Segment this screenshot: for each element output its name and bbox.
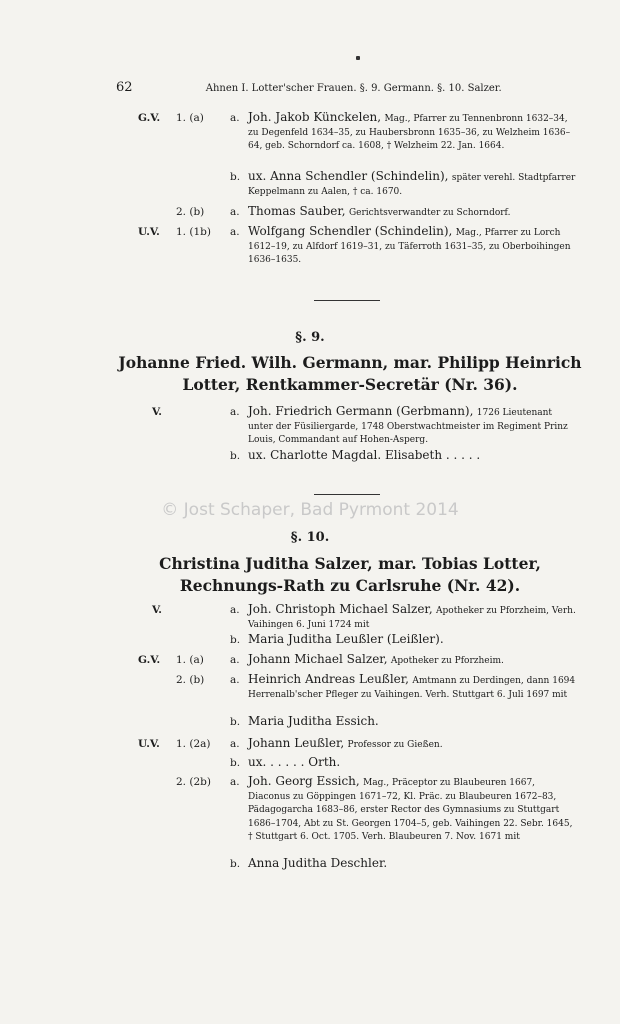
entry-number: 1. (2a) [176, 738, 211, 750]
generation-label: V. [152, 604, 162, 616]
generation-label: V. [152, 406, 162, 418]
page-header [116, 80, 586, 95]
person-details: Gerichtsverwandter zu Schorndorf. [348, 208, 511, 218]
person-details: Mag., Pfarrer zu Lorch 1612–19, zu Alfdorf 1619–31, zu Täferroth 1631–35, zu Oberboihingen 1636–1635. [248, 228, 571, 265]
genealogy-entry [248, 673, 578, 701]
entry-number: 1. (a) [176, 654, 204, 666]
section-title: Christina Juditha Salzer, mar. Tobias Lotter, Rechnungs-Rath zu Carlsruhe (Nr. 42). [159, 554, 541, 595]
entry-letter: b. [230, 450, 241, 462]
person-details: Professor zu Gießen. [347, 740, 443, 750]
genealogy-entry [248, 715, 578, 729]
entry-letter: a. [230, 604, 240, 616]
person-name: ux. Anna Schendler (Schindelin), [248, 169, 449, 183]
person-name: ux. . . . . . Orth. [248, 755, 341, 769]
person-name: Johann Leußler, [248, 736, 345, 750]
entry-letter: a. [230, 112, 240, 124]
section-title: Johanne Fried. Wilh. Germann, mar. Philipp Heinrich Lotter, Rentkammer-Secretär (Nr. 36). [118, 353, 582, 394]
genealogy-entry [248, 633, 578, 647]
person-name: Wolfgang Schendler (Schindelin), [248, 224, 453, 238]
entry-letter: a. [230, 654, 240, 666]
entry-letter: a. [230, 206, 240, 218]
entry-letter: b. [230, 757, 241, 769]
genealogy-entry [248, 756, 578, 770]
page-number: 62 [116, 80, 133, 95]
entry-number: 2. (2b) [176, 776, 211, 788]
entry-letter: b. [230, 634, 241, 646]
generation-label: U.V. [138, 738, 160, 750]
ink-speck [356, 56, 360, 60]
person-details: Apotheker zu Pforzheim, Verh. Vaihingen 6. Juni 1724 mit [248, 606, 576, 630]
genealogy-entry [248, 737, 578, 752]
section-heading: §. 10. [290, 530, 330, 545]
section-divider [314, 300, 380, 301]
entry-number: 1. (a) [176, 112, 204, 124]
entry-letter: a. [230, 674, 240, 686]
genealogy-entry [248, 205, 578, 220]
section-divider [314, 494, 380, 495]
running-title: Ahnen I. Lotter'scher Frauen. §. 9. Germann. §. 10. Salzer. [205, 83, 502, 94]
person-name: Anna Juditha Deschler. [248, 856, 388, 870]
genealogy-entry [248, 170, 578, 198]
generation-label: G.V. [138, 112, 161, 124]
person-details: 1726 Lieutenant unter der Füsiliergarde, 1748 Oberstwachtmeister im Regiment Prinz Louis, Commandant auf Hohen-Asperg. [248, 408, 568, 445]
copyright-watermark: © Jost Schaper, Bad Pyrmont 2014 [161, 500, 459, 520]
person-name: Thomas Sauber, [248, 204, 346, 218]
genealogy-entry [248, 225, 578, 267]
entry-letter: b. [230, 171, 241, 183]
generation-label: U.V. [138, 226, 160, 238]
entry-letter: b. [230, 716, 241, 728]
entry-letter: a. [230, 226, 240, 238]
entry-letter: a. [230, 738, 240, 750]
genealogy-entry [248, 449, 578, 463]
person-name: Joh. Georg Essich, [248, 774, 360, 788]
entry-number: 2. (b) [176, 674, 205, 686]
section-heading: §. 9. [295, 330, 325, 345]
person-name: Joh. Friedrich Germann (Gerbmann), [248, 404, 474, 418]
genealogy-entry [248, 405, 578, 447]
entry-letter: a. [230, 776, 240, 788]
person-name: Heinrich Andreas Leußler, [248, 672, 409, 686]
person-details: Apotheker zu Pforzheim. [390, 656, 504, 666]
generation-label: G.V. [138, 654, 161, 666]
genealogy-entry [248, 653, 578, 668]
person-name: Maria Juditha Leußler (Leißler). [248, 632, 444, 646]
person-details: später verehl. Stadtpfarrer Keppelmann zu Aalen, † ca. 1670. [248, 173, 576, 197]
person-details: Amtmann zu Derdingen, dann 1694 Herrenalb'scher Pfleger zu Vaihingen. Verh. Stuttgart 6. Juli 1697 mit [248, 676, 576, 700]
person-name: ux. Charlotte Magdal. Elisabeth . . . . . [248, 448, 481, 462]
genealogy-entry [248, 775, 578, 844]
person-details: Mag., Pfarrer zu Tennenbronn 1632–34, zu Degenfeld 1634–35, zu Haubersbronn 1635–36, zu Welzheim 1636–64, geb. Schorndorf ca. 1608, † Welzheim 22. Jan. 1664. [248, 114, 571, 151]
entry-letter: b. [230, 858, 241, 870]
genealogy-entry [248, 603, 578, 631]
person-name: Johann Michael Salzer, [248, 652, 388, 666]
genealogy-entry [248, 111, 578, 153]
person-name: Joh. Christoph Michael Salzer, [248, 602, 433, 616]
person-name: Maria Juditha Essich. [248, 714, 379, 728]
person-details: Mag., Präceptor zu Blaubeuren 1667, Diaconus zu Göppingen 1671–72, Kl. Präc. zu Blaubeuren 1672–83, Pädagogarcha 1683–86, erster Rector des Gymnasiums zu Stuttgart 1686–1704, Abt zu St. Georgen 1704–5, geb. Vaihingen 22. Sebr. 1645, † Stuttgart 6. Oct. 1705. Verh. Blaubeuren 7. Nov. 1671 mit [248, 778, 573, 842]
entry-letter: a. [230, 406, 240, 418]
entry-number: 1. (1b) [176, 226, 211, 238]
person-name: Joh. Jakob Künckelen, [248, 110, 382, 124]
entry-number: 2. (b) [176, 206, 205, 218]
genealogy-entry [248, 857, 578, 871]
